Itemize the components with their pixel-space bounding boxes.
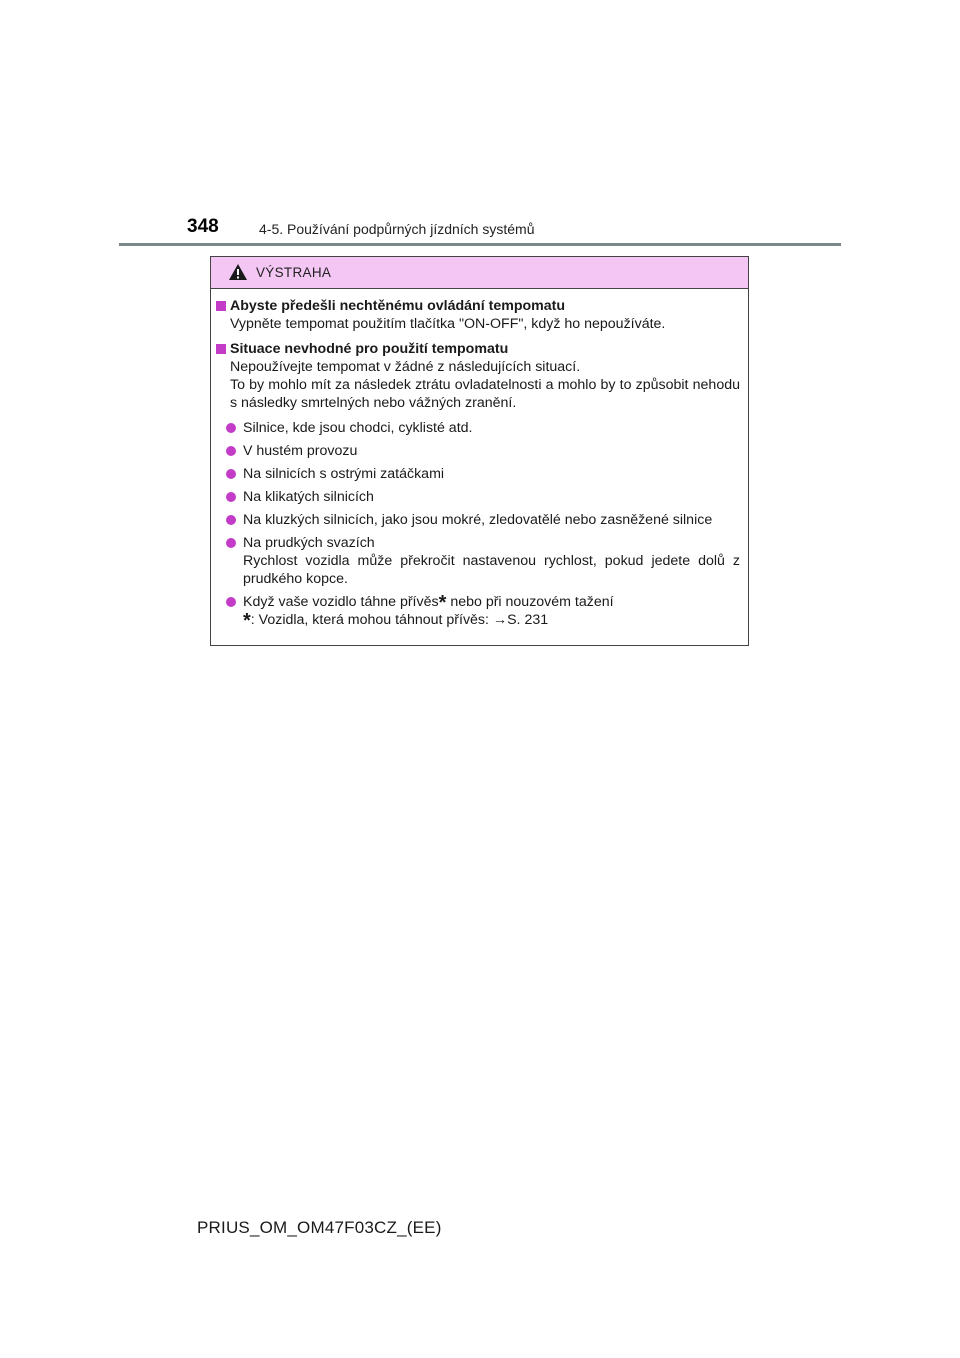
warning-body [211, 297, 748, 634]
list-item-text: Na klikatých silnicích [243, 489, 374, 505]
list-item [224, 592, 748, 632]
list-item-text: Silnice, kde jsou chodci, cyklisté atd. [243, 420, 473, 436]
warning-box [210, 256, 749, 646]
section-text: Nepoužívejte tempomat v žádné z následujících situací. [230, 359, 581, 375]
round-bullet-icon [226, 597, 236, 607]
round-bullet-icon [226, 469, 236, 479]
warning-section [211, 340, 748, 412]
round-bullet-icon [226, 492, 236, 502]
header-divider [119, 243, 841, 246]
footnote [243, 610, 740, 632]
list-item-text: Na prudkých svazích [243, 535, 375, 551]
asterisk-mark: * [438, 592, 447, 614]
round-bullet-icon [226, 515, 236, 525]
list-item [224, 511, 748, 529]
warning-section [211, 297, 748, 333]
warning-title: VÝSTRAHA [256, 265, 332, 280]
page-header [0, 0, 960, 250]
section-title: 4-5. Používání podpůrných jízdních systémů [259, 221, 535, 237]
square-bullet-icon [216, 301, 226, 311]
list-item-detail: Rychlost vozidla může překročit nastavenou rychlost, pokud jedete dolů z prudkého kopce. [243, 553, 740, 587]
round-bullet-icon [226, 538, 236, 548]
list-item [224, 442, 748, 460]
round-bullet-icon [226, 446, 236, 456]
footnote-text: : Vozidla, která mohou táhnout přívěs: →S. 231 [250, 612, 549, 628]
page-number: 348 [187, 216, 219, 237]
list-item-text: V hustém provozu [243, 443, 358, 459]
list-item-text: Na kluzkých silnicích, jako jsou mokré, zledovatělé nebo zasněžené silnice [243, 512, 713, 528]
section-heading: Abyste předešli nechtěnému ovládání tempomatu [230, 298, 566, 314]
list-item [224, 419, 748, 437]
section-text: Vypněte tempomat použitím tlačítka "ON-OFF", když ho nepoužíváte. [230, 316, 666, 332]
list-item [224, 488, 748, 506]
section-text: To by mohlo mít za následek ztrátu ovladatelnosti a mohlo by to způsobit nehodu s následky smrtelných nebo vážných zranění. [230, 377, 740, 411]
list-item [224, 465, 748, 483]
section-heading: Situace nevhodné pro použití tempomatu [230, 341, 509, 357]
list-item-text: Když vaše vozidlo táhne přívěs [243, 594, 439, 610]
round-bullet-icon [226, 423, 236, 433]
list-item-text-suffix: nebo při nouzovém tažení [446, 594, 614, 610]
list-item-text: Na silnicích s ostrými zatáčkami [243, 466, 445, 482]
warning-header [211, 257, 748, 289]
document-id: PRIUS_OM_OM47F03CZ_(EE) [197, 1218, 442, 1237]
asterisk-mark: * [243, 610, 251, 632]
warning-triangle-icon [228, 263, 248, 281]
list-item [224, 534, 748, 588]
page-footer [0, 1210, 960, 1250]
square-bullet-icon [216, 344, 226, 354]
